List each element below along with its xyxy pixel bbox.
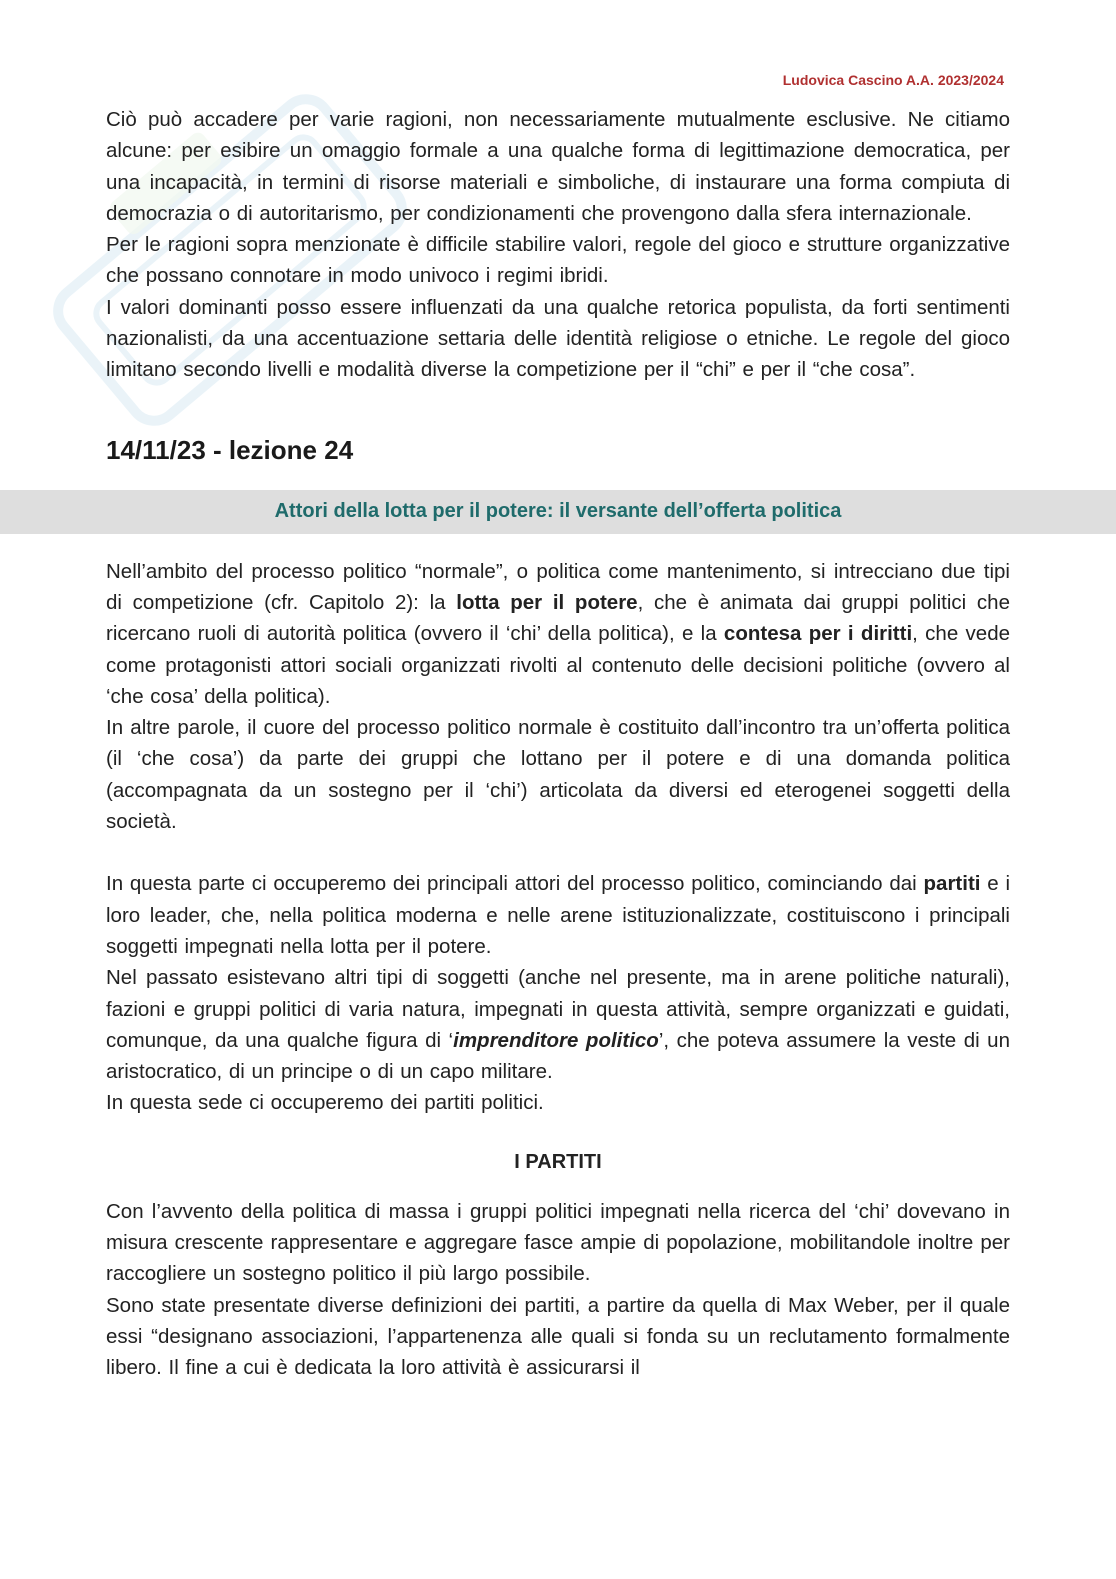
text-run: ’, che poteva assumere la veste di un aristocratico, di un principe o di un capo militare. bbox=[106, 1028, 1010, 1084]
section-title-partiti: I PARTITI bbox=[514, 1150, 602, 1173]
text-run: e i loro leader, che, nella politica moderna e nelle arene istituzionalizzate, costituiscono i principali soggetti impegnati nella lotta per il potere. bbox=[106, 872, 1010, 958]
text-run: , che vede come protagonisti attori sociali organizzati rivolti al contenuto delle decisioni politiche (ovvero al ‘che cosa’ della politica). bbox=[106, 622, 1010, 708]
text-run: In questa parte ci occuperemo dei principali attori del processo politico, cominciando dai bbox=[106, 872, 924, 896]
intro-paragraph-3: I valori dominanti posso essere influenzati da una qualche retorica populista, da forti sentimenti nazionalisti, da una accentuazione settaria delle identità religiose o etniche. Le regole del gioco limitano secondo livelli e modalità diverse la competizione per il “chi” e per il “che cosa”. bbox=[106, 295, 1010, 382]
section-actors bbox=[106, 556, 1010, 1119]
section2-paragraph-2: Sono state presentate diverse definizioni dei partiti, a partire da quella di Max Weber, per il quale essi “designano associazioni, l’appartenenza alle quali si fonda su un reclutamento formalmente libero. Il fine a cui è dedicata la loro attività è assicurarsi il bbox=[106, 1293, 1010, 1380]
document-header-author: Ludovica Cascino A.A. 2023/2024 bbox=[782, 72, 1004, 88]
section1-paragraph-2: In altre parole, il cuore del processo politico normale è costituito dall’incontro tra un’offerta politica (il ‘che cosa’) da parte dei gruppi che lottano per il potere e di una domanda politica (accompagnata da un sostegno per il ‘chi’) articolata da diversi ed eterogenei soggetti della società. bbox=[106, 716, 1010, 834]
bold-term-contesa: contesa per i diritti bbox=[723, 622, 913, 646]
lesson-heading: 14/11/23 - lezione 24 bbox=[106, 434, 354, 465]
bold-term-partiti: partiti bbox=[923, 872, 981, 896]
intro-paragraph-1: Ciò può accadere per varie ragioni, non necessariamente mutualmente esclusive. Ne citiamo alcune: per esibire un omaggio formale a una qualche forma di legittimazione democratica, per una incapacità, in termini di risorse materiali e simboliche, di instaurare una forma compiuta di democrazia o di autoritarismo, per condizionamenti che provengono dalla sfera internazionale. bbox=[106, 108, 1010, 225]
text-run: Nel passato esistevano altri tipi di soggetti (anche nel presente, ma in arene politiche naturali), fazioni e gruppi politici di varia natura, impegnati in questa attività, sempre organizzati e guidati, comunque, da una qualche figura di ‘ bbox=[106, 966, 1010, 1052]
section1-paragraph-4 bbox=[106, 962, 1010, 1087]
section1-paragraph-3 bbox=[106, 868, 1010, 962]
intro-paragraph-2: Per le ragioni sopra menzionate è difficile stabilire valori, regole del gioco e strutture organizzative che possano connotare in modo univoco i regimi ibridi. bbox=[106, 233, 1010, 288]
bold-term-lotta: lotta per il potere bbox=[456, 590, 638, 614]
text-run: , che è animata dai gruppi politici che ricercano ruoli di autorità politica (ovvero il ‘chi’ della politica), e la bbox=[106, 590, 1010, 646]
section-banner bbox=[0, 490, 1116, 534]
section1-paragraph-1 bbox=[106, 556, 1010, 712]
section-banner-title: Attori della lotta per il potere: il versante dell’offerta politica bbox=[274, 500, 842, 523]
section1-paragraph-5: In questa sede ci occuperemo dei partiti politici. bbox=[106, 1091, 544, 1115]
paragraph-gap bbox=[106, 837, 1010, 868]
bold-italic-term-imprenditore: imprenditore politico bbox=[453, 1028, 659, 1052]
text-run: Nell’ambito del processo politico “normale”, o politica come mantenimento, si intrecciano due tipi di competizione (cfr. Capitolo 2): la bbox=[106, 559, 1010, 614]
page-content bbox=[106, 104, 1010, 1384]
section2-paragraph-1: Con l’avvento della politica di massa i gruppi politici impegnati nella ricerca del ‘chi’ dovevano in misura crescente rappresentare e aggregare fasce ampie di popolazione, mobilitandole inoltre per raccogliere un sostegno politico il più largo possibile. bbox=[106, 1199, 1010, 1286]
